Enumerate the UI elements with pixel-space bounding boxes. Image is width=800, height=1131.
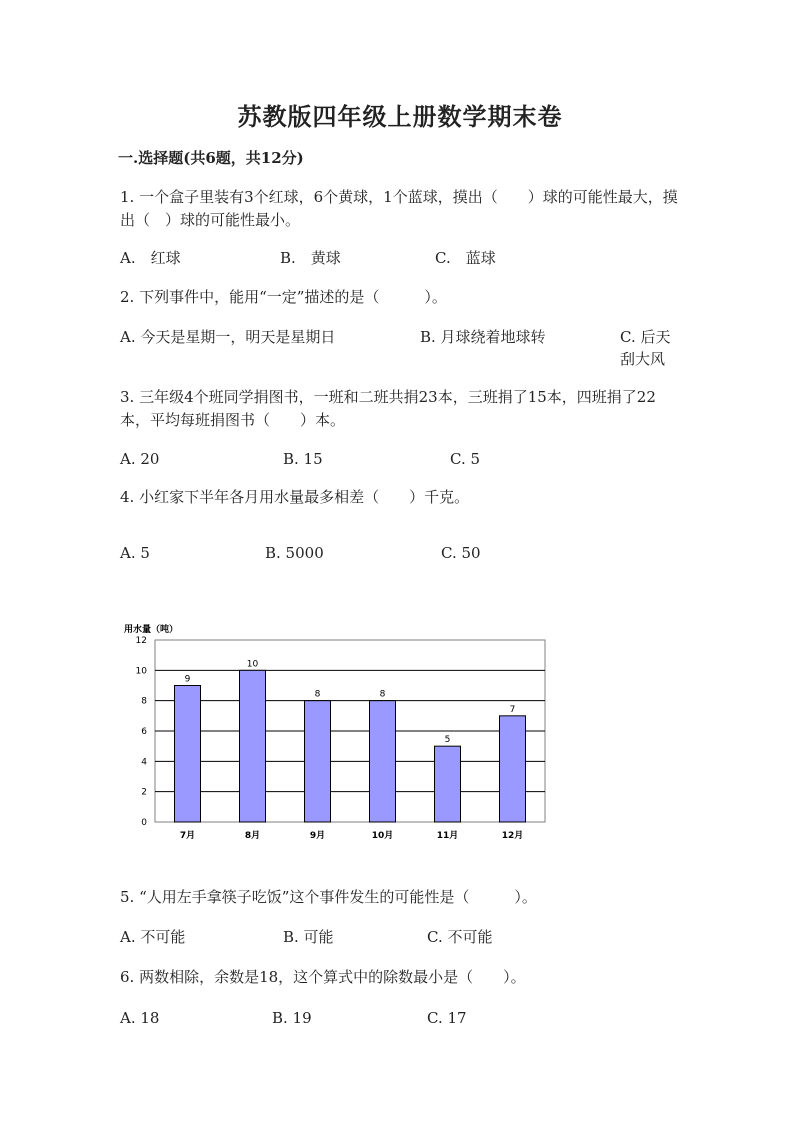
y-tick-label: 0 [141, 818, 147, 828]
q5-option-a[interactable]: A. 不可能 [120, 928, 186, 946]
chart-title: 用水量（吨） [124, 625, 179, 635]
q3-option-c[interactable]: C. 5 [450, 450, 481, 468]
bar [175, 686, 201, 823]
y-tick-label: 4 [141, 757, 147, 768]
q6-option-c[interactable]: C. 17 [427, 1009, 467, 1027]
bar-value-label: 10 [246, 659, 259, 670]
q1-option-b[interactable]: B. 黄球 [280, 249, 341, 267]
y-tick-label: 12 [135, 636, 147, 646]
q4-option-a[interactable]: A. 5 [120, 544, 150, 562]
question-3: 3. 三年级4个班同学捐图书，一班和二班共捐23本，三班捐了15本，四班捐了22本，平均每班捐图书（ ）本。 [120, 388, 656, 429]
bar [435, 746, 461, 822]
y-tick-label: 2 [141, 787, 147, 798]
y-tick-label: 10 [135, 666, 147, 677]
q5-option-b[interactable]: B. 可能 [283, 928, 334, 946]
q3-option-b[interactable]: B. 15 [283, 450, 323, 468]
bar-value-label: 5 [444, 735, 451, 746]
x-tick-label: 7月 [179, 831, 196, 841]
bar-value-label: 8 [379, 689, 386, 700]
q5-option-c[interactable]: C. 不可能 [427, 928, 493, 946]
x-tick-label: 8月 [244, 831, 261, 841]
bar-value-label: 9 [184, 674, 191, 685]
q3-option-a[interactable]: A. 20 [120, 450, 160, 468]
bar [305, 701, 331, 822]
y-tick-label: 6 [141, 727, 147, 737]
x-tick-label: 9月 [309, 831, 326, 841]
bar-value-label: 7 [509, 704, 516, 715]
section-heading: 一.选择题(共6题，共12分) [118, 149, 304, 167]
q2-option-c[interactable]: C. 后天刮大风 [620, 328, 671, 368]
y-tick-label: 8 [141, 696, 147, 707]
x-tick-label: 11月 [436, 831, 459, 841]
question-5: 5. “人用左手拿筷子吃饭”这个事件发生的可能性是（ ）。 [120, 888, 537, 906]
question-4: 4. 小红家下半年各月用水量最多相差（ ）千克。 [120, 488, 470, 506]
chart-svg [120, 618, 550, 850]
x-tick-label: 12月 [501, 831, 524, 841]
q1-option-c[interactable]: C. 蓝球 [435, 249, 496, 267]
q4-option-c[interactable]: C. 50 [441, 544, 481, 562]
question-2: 2. 下列事件中，能用“一定”描述的是（ ）。 [120, 288, 447, 306]
bar [370, 701, 396, 822]
x-tick-label: 10月 [371, 831, 394, 841]
water-usage-chart [120, 618, 550, 850]
question-6: 6. 两数相除，余数是18，这个算式中的除数最小是（ ）。 [120, 968, 526, 986]
bar [240, 670, 266, 822]
q1-option-a[interactable]: A. 红球 [120, 249, 181, 267]
q6-option-a[interactable]: A. 18 [120, 1009, 160, 1027]
q6-option-b[interactable]: B. 19 [272, 1009, 312, 1027]
bar-value-label: 8 [314, 689, 321, 700]
bar [500, 716, 526, 822]
question-1: 1. 一个盒子里装有3个红球，6个黄球，1个蓝球，摸出（ ）球的可能性最大，摸出（ ）球的可能性最小。 [120, 188, 678, 229]
q2-option-b[interactable]: B. 月球绕着地球转 [420, 328, 546, 346]
exam-title: 苏教版四年级上册数学期末卷 [237, 102, 563, 131]
q4-option-b[interactable]: B. 5000 [265, 544, 324, 562]
q2-option-a[interactable]: A. 今天是星期一，明天是星期日 [120, 328, 336, 346]
